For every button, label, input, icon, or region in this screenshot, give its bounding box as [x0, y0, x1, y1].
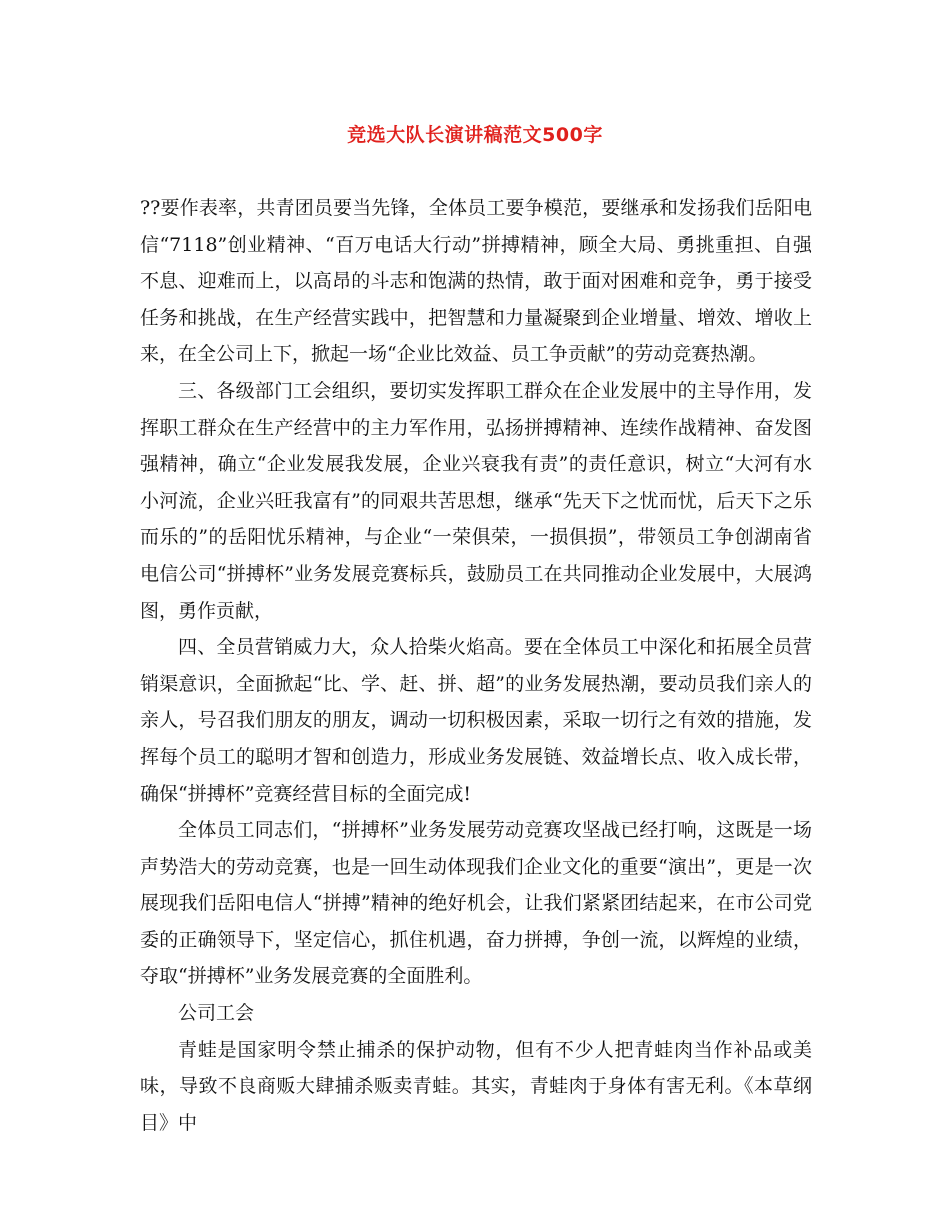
paragraph-3: 四、全员营销威力大，众人拾柴火焰高。要在全体员工中深化和拓展全员营销渠意识，全面掀起“比、学、赶、拼、超”的业务发展热潮，要动员我们亲人的亲人，号召我们朋友的朋友，调动一切积极因素，采取一切行之有效的措施，发挥每个员工的聪明才智和创造力，形成业务发展链、效益增长点、收入成长带，确保“拼搏杯”竞赛经营目标的全面完成!: [140, 636, 812, 805]
document-body: [140, 190, 812, 1141]
paragraph-2: 三、各级部门工会组织，要切实发挥职工群众在企业发展中的主导作用，发挥职工群众在生产经营中的主力军作用，弘扬拼搏精神、连续作战精神、奋发图强精神，确立“企业发展我发展，企业兴衰我有责”的责任意识，树立“大河有水小河流，企业兴旺我富有”的同艰共苦思想，继承“先天下之忧而忧，后天下之乐而乐的”的岳阳忧乐精神，与企业“一荣俱荣，一损俱损”，带领员工争创湖南省电信公司“拼搏杯”业务发展竞赛标兵，鼓励员工在共同推动企业发展中，大展鸿图，勇作贡献，: [140, 379, 812, 622]
paragraph-6: 青蛙是国家明令禁止捕杀的保护动物，但有不少人把青蛙肉当作补品或美味，导致不良商贩大肆捕杀贩卖青蛙。其实，青蛙肉于身体有害无利。《本草纲目》中: [140, 1038, 812, 1134]
document-title: 竞选大队长演讲稿范文500字: [347, 124, 603, 146]
paragraph-1: ??要作表率，共青团员要当先锋，全体员工要争模范，要继承和发扬我们岳阳电信“7118”创业精神、“百万电话大行动”拼搏精神，顾全大局、勇挑重担、自强不息、迎难而上，以高昂的斗志和饱满的热情，敢于面对困难和竞争，勇于接受任务和挑战，在生产经营实践中，把智慧和力量凝聚到企业增量、增效、增收上来，在全公司上下，掀起一场“企业比效益、员工争贡献”的劳动竞赛热潮。: [140, 197, 812, 366]
paragraph-signature: 公司工会: [178, 1002, 255, 1025]
paragraph-4: 全体员工同志们，“拼搏杯”业务发展劳动竞赛攻坚战已经打响，这既是一场声势浩大的劳动竞赛，也是一回生动体现我们企业文化的重要“演出”，更是一次展现我们岳阳电信人“拼搏”精神的绝好机会，让我们紧紧团结起来，在市公司党委的正确领导下，坚定信心，抓住机遇，奋力拼搏，争创一流，以辉煌的业绩，夺取“拼搏杯”业务发展竞赛的全面胜利。: [140, 819, 812, 988]
